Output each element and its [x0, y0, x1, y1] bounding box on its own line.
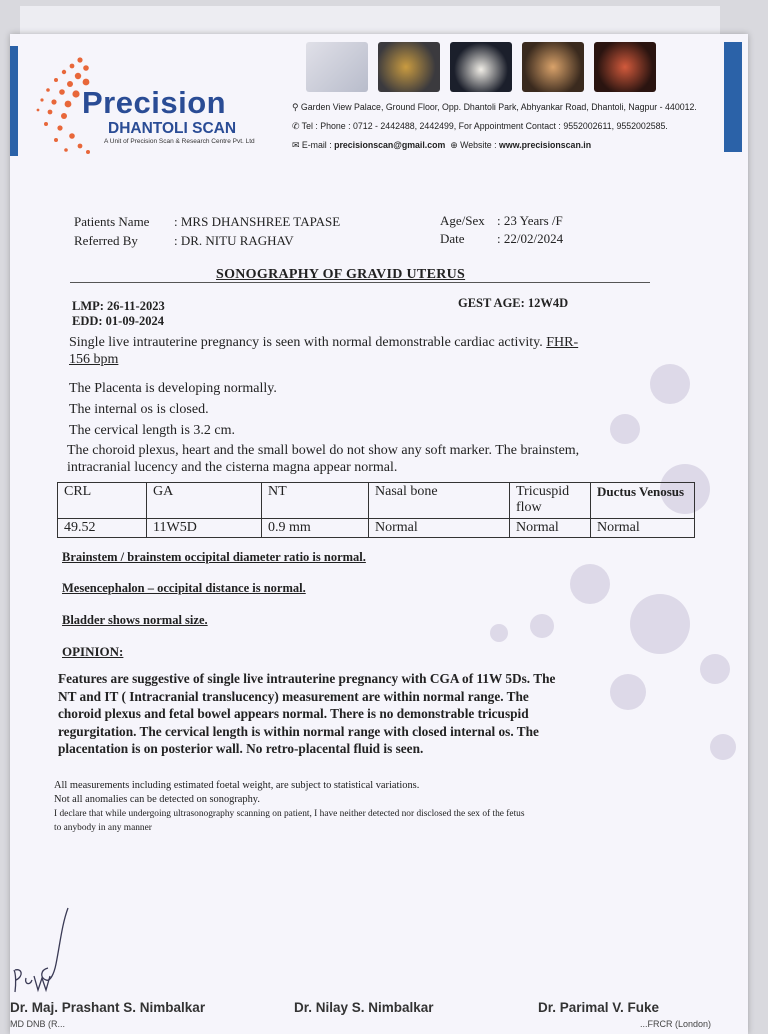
table-header-cell: Ductus Venosus	[591, 483, 695, 519]
date-value: : 22/02/2024	[497, 231, 564, 246]
watermark-dot	[490, 624, 508, 642]
doctor-1-qualification: MD DNB (R...	[10, 1019, 65, 1029]
measurement-table	[57, 482, 695, 538]
brainstem-finding: Brainstem / brainstem occipital diameter ratio is normal.	[62, 550, 366, 564]
table-cell: Normal	[369, 519, 510, 538]
watermark-dot	[530, 614, 554, 638]
address-line: ⚲ Garden View Palace, Ground Floor, Opp. Dhantoli Park, Abhyankar Road, Dhantoli, Nagpur - 440012.	[292, 102, 697, 112]
fetus-3d-image	[522, 42, 584, 92]
clinic-sub-name: DHANTOLI SCAN	[108, 120, 237, 137]
report-page	[10, 34, 748, 1034]
watermark-dot	[630, 594, 690, 654]
watermark-dot	[570, 564, 610, 604]
header-thumbnails	[306, 42, 656, 92]
edd-text: EDD: 01-09-2024	[72, 314, 165, 328]
patient-name-label: Patients Name	[74, 214, 150, 229]
clinic-name: Precision	[82, 85, 227, 120]
brain-scan-image	[378, 42, 440, 92]
table-cell: 49.52	[58, 519, 147, 538]
patient-name-value: : MRS DHANSHREE TAPASE	[174, 214, 341, 229]
right-color-bar	[724, 42, 742, 152]
referred-by-value: : DR. NITU RAGHAV	[174, 233, 294, 248]
disclaimer: All measurements including estimated foetal weight, are subject to statistical variations. Not all anomalies can be detected on sonography. I declare that while undergoing ultrasonography scanning on patient, I have neither detected nor disclosed the sex of the fetus to anybody in any manner	[54, 780, 525, 833]
scanner-image	[306, 42, 368, 92]
title-rule	[70, 282, 650, 283]
age-sex-label: Age/Sex	[440, 213, 485, 228]
cervical-length-line: The cervical length is 3.2 cm.	[69, 423, 235, 438]
left-color-bar	[10, 46, 18, 156]
lmp-text: LMP: 26-11-2023	[72, 299, 165, 313]
clinic-unit: A Unit of Precision Scan & Research Centre Pvt. Ltd	[104, 138, 255, 145]
soft-marker-line: The choroid plexus, heart and the small bowel do not show any soft marker. The brainstem, intracranial lucency and the cisterna magna appear normal.	[67, 443, 580, 475]
table-header-cell: NT	[262, 483, 369, 519]
gest-age-text: GEST AGE: 12W4D	[458, 296, 569, 310]
clinic-brand	[82, 86, 255, 145]
watermark-dot	[650, 364, 690, 404]
table-header-cell: Nasal bone	[369, 483, 510, 519]
location-pin-icon: ⚲	[292, 102, 299, 112]
table-header-cell: CRL	[58, 483, 147, 519]
doctor-3-name: Dr. Parimal V. Fuke	[538, 1000, 660, 1015]
placenta-line: The Placenta is developing normally.	[69, 381, 277, 396]
table-cell: 0.9 mm	[262, 519, 369, 538]
table-cell: Normal	[510, 519, 591, 538]
table-cell: Normal	[591, 519, 695, 538]
doctor-2-name: Dr. Nilay S. Nimbalkar	[294, 1000, 434, 1015]
email-icon: ✉	[292, 140, 300, 150]
opinion-text: Features are suggestive of single live intrauterine pregnancy with CGA of 11W 5Ds. The NT and IT ( Intracranial translucency) measurement are within normal range. The choroid plexus and fetal bowel appears normal. There is no demonstrable tricuspid regurgitation. The cervical length is within normal range with closed internal os. The placentation is on posterior wall. No retro-placental fluid is seen.	[58, 671, 556, 756]
opinion-label: OPINION:	[62, 644, 124, 659]
pelvis-xray-image	[450, 42, 512, 92]
table-cell: 11W5D	[147, 519, 262, 538]
referred-by-label: Referred By	[74, 233, 138, 248]
phone-icon: ✆	[292, 121, 300, 131]
doctor-1-name: Dr. Maj. Prashant S. Nimbalkar	[10, 1000, 206, 1015]
table-header-cell: Tricuspid flow	[510, 483, 591, 519]
phone-line: ✆ Tel : Phone : 0712 - 2442488, 2442499, For Appointment Contact : 9552002611, 9552002585.	[292, 121, 668, 131]
finding-line-1: Single live intrauterine pregnancy is seen with normal demonstrable cardiac activity. FHR- 156 bpm	[69, 335, 579, 367]
age-sex-value: : 23 Years /F	[497, 213, 563, 228]
mesencephalon-finding: Mesencephalon – occipital distance is normal.	[62, 581, 306, 595]
email-line: ✉ E-mail : precisionscan@gmail.com ⊕ Website : www.precisionscan.in	[292, 140, 592, 150]
internal-os-line: The internal os is closed.	[69, 402, 209, 417]
watermark-dot	[610, 414, 640, 444]
table-row	[58, 519, 695, 538]
heart-scan-image	[594, 42, 656, 92]
handwritten-signature	[10, 904, 100, 1004]
table-header-row	[58, 483, 695, 519]
bladder-finding: Bladder shows normal size.	[62, 613, 208, 627]
doctor-3-qualification: ...FRCR (London)	[640, 1019, 712, 1029]
date-label: Date	[440, 231, 465, 246]
table-header-cell: GA	[147, 483, 262, 519]
clinic-contact	[292, 98, 697, 155]
report-title: SONOGRAPHY OF GRAVID UTERUS	[216, 267, 466, 282]
globe-icon: ⊕	[450, 140, 458, 150]
